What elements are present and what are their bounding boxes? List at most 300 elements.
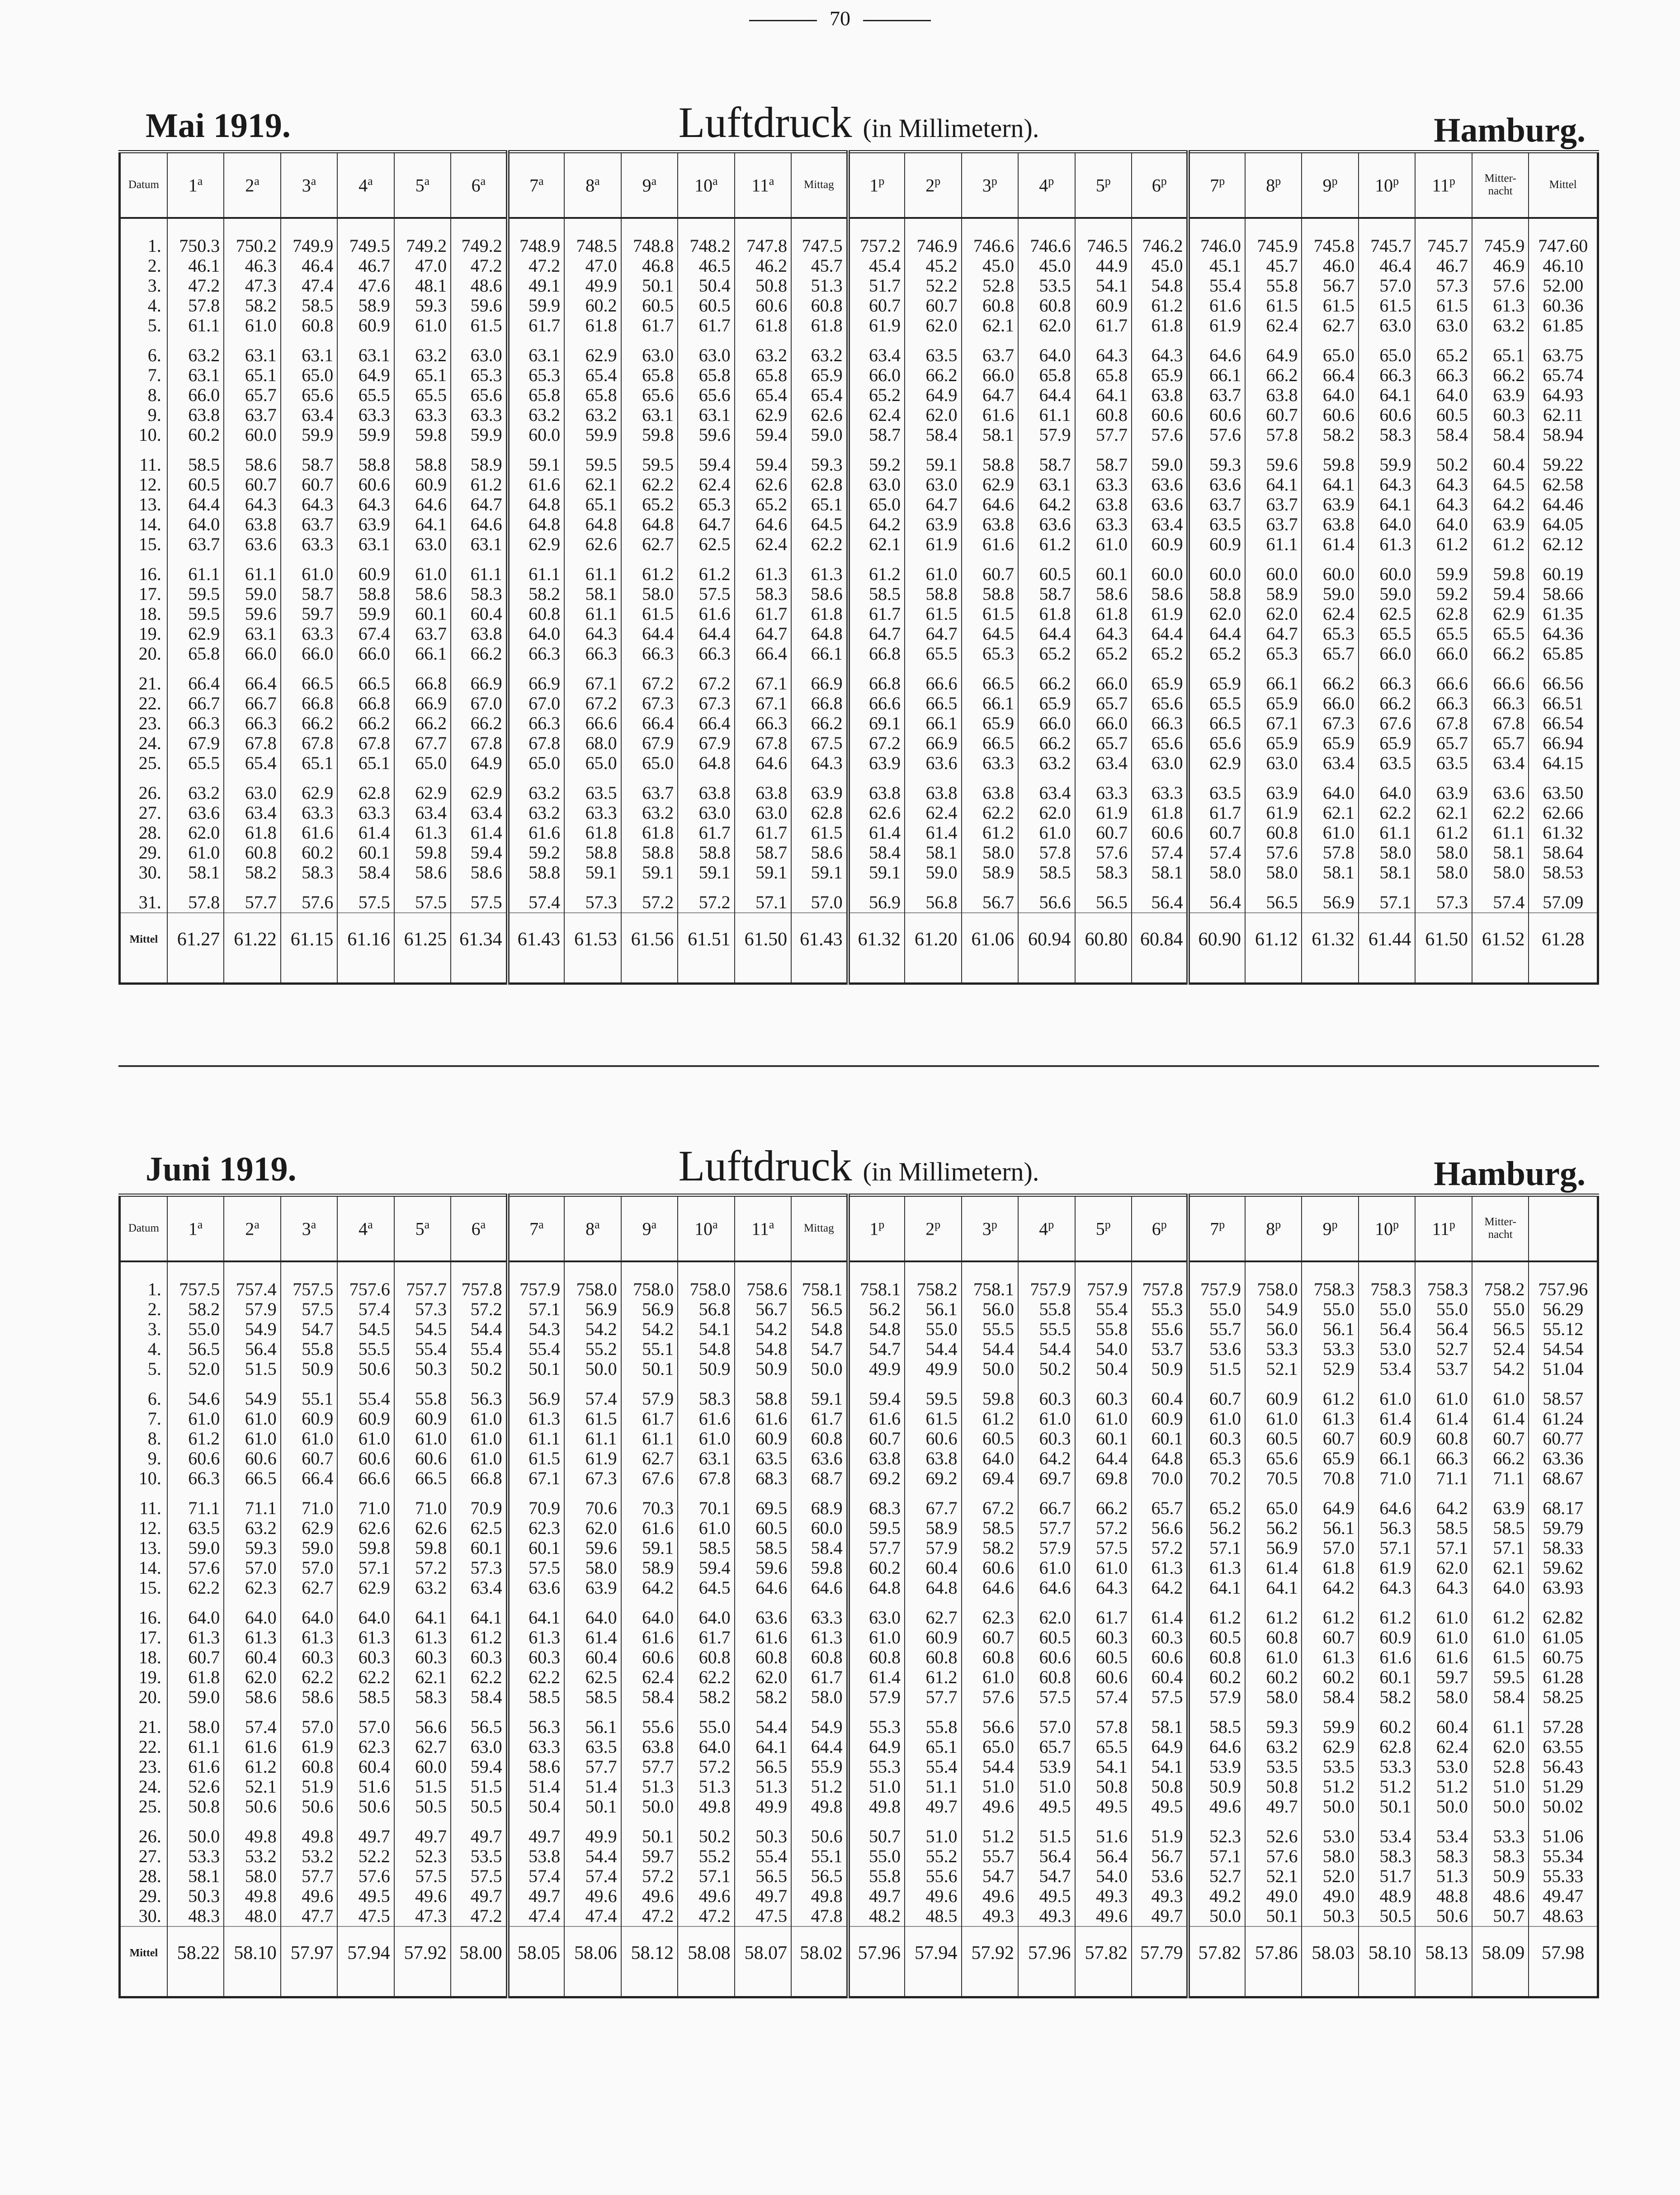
pressure-cell: 66.0 [1018,713,1075,733]
pressure-cell: 59.1 [791,863,848,883]
pressure-cell: 61.2 [1472,1598,1529,1628]
pressure-cell: 61.8 [1075,604,1132,624]
pressure-cell: 65.7 [1302,644,1358,664]
pressure-cell: 60.9 [905,1628,961,1647]
pressure-cell: 59.1 [564,863,621,883]
pressure-cell: 63.9 [905,515,961,534]
pressure-cell: 59.1 [508,445,564,475]
pressure-cell: 62.2 [962,803,1018,823]
pressure-cell: 67.8 [224,733,280,753]
day-cell: 8. [120,385,167,405]
pressure-cell: 56.5 [167,1339,224,1359]
daily-mean-cell: 49.47 [1529,1886,1598,1906]
pressure-cell: 67.3 [564,1468,621,1488]
table-row [120,1667,1598,1687]
pressure-cell: 50.4 [1075,1359,1132,1379]
pressure-cell: 61.0 [1359,1379,1415,1409]
pressure-cell: 64.9 [451,753,507,773]
pressure-cell: 63.3 [1132,773,1188,803]
pressure-cell: 67.8 [508,733,564,753]
pressure-cell: 60.6 [1132,405,1188,425]
pressure-cell: 51.2 [962,1817,1018,1846]
pressure-cell: 48.6 [451,276,507,296]
pressure-cell: 63.0 [451,335,507,365]
pressure-cell: 61.0 [1018,1558,1075,1578]
pressure-cell: 50.4 [678,276,734,296]
pressure-cell: 58.5 [167,445,224,475]
pressure-cell: 63.7 [1245,495,1302,515]
pressure-cell: 66.2 [1472,365,1529,385]
table-header-row [120,1195,1598,1261]
pressure-cell: 51.6 [337,1777,394,1797]
pressure-cell: 59.8 [1302,445,1358,475]
pressure-cell: 64.0 [678,1598,734,1628]
pressure-cell: 71.1 [224,1488,280,1518]
pressure-cell: 63.7 [1188,385,1245,405]
pressure-cell: 63.0 [1359,316,1415,335]
pressure-cell: 62.8 [791,803,848,823]
pressure-cell: 64.7 [678,515,734,534]
table-row [120,803,1598,823]
daily-mean-cell: 57.09 [1529,883,1598,913]
pressure-cell: 62.9 [1472,604,1529,624]
pressure-cell: 66.3 [167,1468,224,1488]
table-row [120,1359,1598,1379]
pressure-cell: 63.5 [167,1518,224,1538]
daily-mean-cell: 61.28 [1529,1667,1598,1687]
pressure-cell: 53.4 [1359,1359,1415,1379]
pressure-cell: 57.3 [564,883,621,913]
pressure-cell: 63.9 [564,1578,621,1598]
hourly-mean-cell: 58.13 [1415,1926,1472,1979]
pressure-cell: 63.4 [1075,753,1132,773]
tail-cell [962,1979,1018,1997]
pressure-cell: 64.1 [451,1598,507,1628]
pressure-cell: 50.8 [735,276,791,296]
pressure-cell: 57.1 [508,1299,564,1319]
pressure-cell: 758.0 [564,1261,621,1299]
pressure-cell: 64.6 [791,1578,848,1598]
pressure-cell: 61.7 [621,1409,678,1429]
tail-cell [1075,966,1132,984]
daily-mean-cell: 54.54 [1529,1339,1598,1359]
pressure-cell: 59.3 [791,445,848,475]
pressure-cell: 62.9 [337,1578,394,1598]
pressure-cell: 61.4 [1132,1598,1188,1628]
pressure-cell: 62.9 [167,624,224,644]
pressure-cell: 746.5 [1075,218,1132,256]
pressure-cell: 60.3 [508,1647,564,1667]
day-cell: 16. [120,1598,167,1628]
day-cell: 11. [120,1488,167,1518]
pressure-cell: 60.6 [1359,405,1415,425]
day-cell: 20. [120,644,167,664]
pressure-cell: 57.7 [564,1757,621,1777]
pressure-cell: 58.0 [1245,863,1302,883]
pressure-cell: 60.1 [1359,1667,1415,1687]
daily-mean-cell: 64.46 [1529,495,1598,515]
pressure-cell: 59.3 [394,296,451,316]
pressure-cell: 55.2 [564,1339,621,1359]
pressure-cell: 57.5 [337,883,394,913]
pressure-cell: 46.3 [224,256,280,276]
pressure-cell: 67.7 [905,1488,961,1518]
pressure-cell: 65.0 [1245,1488,1302,1518]
pressure-cell: 61.5 [905,1409,961,1429]
pressure-cell: 65.1 [281,753,337,773]
daily-mean-cell: 66.54 [1529,713,1598,733]
pressure-cell: 61.0 [224,316,280,335]
pressure-cell: 61.5 [791,823,848,843]
pressure-cell: 71.0 [394,1488,451,1518]
pressure-cell: 57.1 [1188,1846,1245,1866]
header-hour: 7$^p$ [1188,152,1245,218]
pressure-cell: 61.1 [508,1429,564,1449]
daily-mean-cell: 55.12 [1529,1319,1598,1339]
pressure-cell: 66.0 [281,644,337,664]
pressure-cell: 64.3 [1075,1578,1132,1598]
pressure-cell: 62.2 [508,1667,564,1687]
pressure-cell: 49.7 [451,1817,507,1846]
pressure-cell: 64.4 [1018,624,1075,644]
pressure-cell: 61.6 [848,1409,905,1429]
pressure-cell: 50.5 [1359,1906,1415,1926]
pressure-cell: 57.6 [1472,276,1529,296]
daily-mean-cell: 58.66 [1529,584,1598,604]
daily-mean-cell: 59.79 [1529,1518,1598,1538]
pressure-cell: 67.8 [281,733,337,753]
pressure-cell: 58.9 [962,863,1018,883]
pressure-cell: 55.8 [281,1339,337,1359]
pressure-cell: 61.1 [1472,1707,1529,1737]
pressure-cell: 61.7 [1188,803,1245,823]
pressure-cell: 58.5 [735,1538,791,1558]
pressure-cell: 50.3 [735,1817,791,1846]
pressure-cell: 60.0 [394,1757,451,1777]
table-row [120,1906,1598,1926]
pressure-cell: 58.5 [508,1687,564,1707]
pressure-cell: 47.2 [451,1906,507,1926]
pressure-cell: 61.3 [1302,1409,1358,1429]
pressure-cell: 49.7 [735,1886,791,1906]
pressure-cell: 62.8 [1359,1737,1415,1757]
daily-mean-cell: 50.02 [1529,1797,1598,1817]
pressure-cell: 64.4 [167,495,224,515]
tail-cell [1415,1979,1472,1997]
pressure-cell: 50.0 [791,1359,848,1379]
pressure-cell: 53.3 [1472,1817,1529,1846]
pressure-cell: 57.6 [337,1866,394,1886]
pressure-cell: 56.5 [451,1707,507,1737]
pressure-cell: 60.6 [1188,405,1245,425]
hourly-mean-cell: 60.94 [1018,913,1075,966]
pressure-cell: 62.9 [508,534,564,554]
pressure-cell: 50.3 [1302,1906,1358,1926]
pressure-cell: 65.0 [394,753,451,773]
day-cell: 10. [120,425,167,445]
pressure-cell: 63.9 [1472,1488,1529,1518]
pressure-cell: 58.6 [394,863,451,883]
pressure-cell: 66.8 [281,694,337,713]
pressure-cell: 61.5 [1472,1647,1529,1667]
pressure-cell: 47.8 [791,1906,848,1926]
pressure-cell: 64.0 [1415,385,1472,405]
pressure-cell: 60.9 [1188,534,1245,554]
pressure-cell: 56.2 [848,1299,905,1319]
pressure-cell: 55.8 [848,1866,905,1886]
pressure-cell: 66.2 [394,713,451,733]
pressure-cell: 60.2 [1188,1667,1245,1687]
pressure-cell: 49.7 [905,1797,961,1817]
pressure-cell: 56.9 [564,1299,621,1319]
pressure-cell: 66.9 [905,733,961,753]
pressure-cell: 58.7 [848,425,905,445]
pressure-cell: 59.3 [224,1538,280,1558]
pressure-cell: 757.8 [1132,1261,1188,1299]
hourly-mean-cell: 57.96 [848,1926,905,1979]
pressure-cell: 53.9 [1188,1757,1245,1777]
pressure-cell: 749.2 [394,218,451,256]
pressure-cell: 64.9 [1302,1488,1358,1518]
pressure-cell: 63.3 [508,1737,564,1757]
pressure-cell: 46.1 [167,256,224,276]
pressure-cell: 63.1 [621,405,678,425]
pressure-cell: 50.6 [1415,1906,1472,1926]
pressure-cell: 64.3 [281,495,337,515]
pressure-cell: 57.4 [1188,843,1245,863]
pressure-cell: 63.8 [735,773,791,803]
pressure-cell: 58.6 [508,1757,564,1777]
pressure-cell: 60.8 [1075,405,1132,425]
pressure-cell: 51.7 [848,276,905,296]
pressure-cell: 59.5 [848,1518,905,1538]
pressure-cell: 57.7 [621,1757,678,1777]
pressure-cell: 65.5 [394,385,451,405]
pressure-cell: 45.0 [1132,256,1188,276]
pressure-cell: 55.6 [905,1866,961,1886]
pressure-cell: 68.0 [564,733,621,753]
pressure-cell: 61.9 [848,316,905,335]
pressure-cell: 59.3 [1188,445,1245,475]
pressure-cell: 61.5 [905,604,961,624]
table-row [120,1558,1598,1578]
pressure-cell: 49.6 [678,1886,734,1906]
tail-cell [905,1979,961,1997]
pressure-cell: 55.2 [905,1846,961,1866]
pressure-cell: 60.8 [1018,1667,1075,1687]
pressure-cell: 61.3 [508,1409,564,1429]
pressure-cell: 64.2 [1472,495,1529,515]
table-title-main: Luftdruck [678,98,852,146]
pressure-cell: 51.2 [1302,1777,1358,1797]
pressure-cell: 757.2 [848,218,905,256]
pressure-cell: 48.6 [1472,1886,1529,1906]
pressure-cell: 61.0 [1415,1379,1472,1409]
day-cell: 7. [120,365,167,385]
header-hour: 1$^a$ [167,152,224,218]
tail-cell [120,1979,167,1997]
pressure-cell: 59.8 [337,1538,394,1558]
pressure-cell: 64.8 [508,495,564,515]
pressure-cell: 61.7 [678,1628,734,1647]
pressure-cell: 61.1 [621,1429,678,1449]
pressure-cell: 57.8 [167,296,224,316]
pressure-cell: 58.5 [962,1518,1018,1538]
pressure-cell: 57.2 [1132,1538,1188,1558]
pressure-cell: 61.0 [1245,1409,1302,1429]
pressure-cell: 63.9 [337,515,394,534]
table-row [120,1339,1598,1359]
pressure-cell: 745.9 [1245,218,1302,256]
pressure-cell: 58.1 [564,584,621,604]
pressure-cell: 53.6 [1132,1866,1188,1886]
pressure-cell: 67.3 [678,694,734,713]
hourly-mean-cell: 61.43 [508,913,564,966]
pressure-cell: 54.7 [962,1866,1018,1886]
pressure-cell: 54.1 [1132,1757,1188,1777]
pressure-cell: 57.8 [1018,843,1075,863]
pressure-cell: 53.6 [1188,1339,1245,1359]
pressure-cell: 47.0 [394,256,451,276]
pressure-cell: 63.5 [1415,753,1472,773]
pressure-cell: 57.3 [451,1558,507,1578]
pressure-cell: 57.4 [224,1707,280,1737]
tail-cell [1359,966,1415,984]
pressure-cell: 50.2 [451,1359,507,1379]
pressure-cell: 61.3 [1359,534,1415,554]
pressure-cell: 66.2 [1302,664,1358,694]
pressure-cell: 64.2 [1018,1449,1075,1468]
pressure-cell: 63.3 [337,405,394,425]
pressure-cell: 61.0 [394,554,451,584]
pressure-cell: 57.0 [281,1558,337,1578]
pressure-cell: 49.0 [1302,1886,1358,1906]
pressure-cell: 67.1 [564,664,621,694]
pressure-cell: 60.9 [394,1409,451,1429]
pressure-cell: 58.7 [281,445,337,475]
pressure-cell: 49.6 [621,1886,678,1906]
pressure-cell: 61.4 [1472,1409,1529,1429]
header-hour: 10$^a$ [678,152,734,218]
pressure-cell: 60.9 [1359,1429,1415,1449]
pressure-cell: 63.8 [1075,495,1132,515]
hourly-mean-cell: 57.97 [281,1926,337,1979]
hourly-mean-cell: 57.96 [1018,1926,1075,1979]
pressure-cell: 50.6 [791,1817,848,1846]
pressure-cell: 55.8 [905,1707,961,1737]
pressure-cell: 60.5 [1415,405,1472,425]
day-cell: 19. [120,624,167,644]
pressure-cell: 58.3 [1359,425,1415,445]
pressure-cell: 59.6 [678,425,734,445]
pressure-cell: 61.6 [735,1628,791,1647]
pressure-cell: 58.5 [848,584,905,604]
pressure-cell: 66.5 [962,664,1018,694]
pressure-cell: 61.5 [1415,296,1472,316]
pressure-cell: 60.8 [224,843,280,863]
pressure-cell: 60.2 [1245,1667,1302,1687]
pressure-cell: 58.9 [337,296,394,316]
pressure-cell: 748.2 [678,218,734,256]
daily-mean-cell: 64.93 [1529,385,1598,405]
pressure-cell: 60.7 [167,1647,224,1667]
pressure-cell: 57.5 [508,1558,564,1578]
hourly-mean-cell: 61.32 [848,913,905,966]
pressure-cell: 54.4 [962,1339,1018,1359]
pressure-cell: 64.0 [224,1598,280,1628]
pressure-cell: 66.2 [451,713,507,733]
pressure-cell: 61.6 [735,1409,791,1429]
table-row [120,1846,1598,1866]
pressure-cell: 48.8 [1415,1886,1472,1906]
pressure-cell: 55.8 [1245,276,1302,296]
header-hour: 2$^p$ [905,152,961,218]
pressure-cell: 62.9 [735,405,791,425]
pressure-cell: 64.3 [1415,475,1472,495]
pressure-cell: 61.7 [848,604,905,624]
daily-mean-cell: 51.29 [1529,1777,1598,1797]
pressure-cell: 63.1 [678,405,734,425]
pressure-cell: 56.4 [1075,1846,1132,1866]
pressure-cell: 55.0 [905,1319,961,1339]
pressure-cell: 66.0 [848,365,905,385]
pressure-cell: 64.5 [962,624,1018,644]
pressure-cell: 60.8 [1245,823,1302,843]
table-row [120,475,1598,495]
pressure-cell: 57.9 [848,1687,905,1707]
pressure-cell: 50.3 [394,1359,451,1379]
pressure-cell: 58.6 [281,1687,337,1707]
pressure-cell: 64.3 [224,495,280,515]
pressure-cell: 67.8 [451,733,507,753]
hourly-mean-cell: 61.06 [962,913,1018,966]
pressure-cell: 59.8 [1472,554,1529,584]
header-hour: 6$^a$ [451,152,507,218]
table-row [120,1707,1598,1737]
hourly-mean-cell: 57.86 [1245,1926,1302,1979]
pressure-cell: 70.3 [621,1488,678,1518]
pressure-cell: 50.0 [1188,1906,1245,1926]
tail-cell [224,966,280,984]
pressure-cell: 56.4 [1018,1846,1075,1866]
pressure-cell: 61.2 [1472,534,1529,554]
pressure-cell: 63.2 [735,335,791,365]
daily-mean-cell: 66.94 [1529,733,1598,753]
pressure-cell: 56.4 [224,1339,280,1359]
pressure-cell: 62.2 [678,1667,734,1687]
tail-cell [848,966,905,984]
pressure-cell: 62.3 [337,1737,394,1757]
pressure-cell: 63.2 [394,335,451,365]
pressure-cell: 62.5 [678,534,734,554]
table-row [120,1261,1598,1299]
pressure-cell: 67.2 [962,1488,1018,1518]
pressure-cell: 60.8 [1018,296,1075,316]
pressure-cell: 62.9 [281,1518,337,1538]
pressure-cell: 58.8 [678,843,734,863]
pressure-cell: 53.3 [1302,1339,1358,1359]
day-cell: 31. [120,883,167,913]
day-cell: 1. [120,1261,167,1299]
pressure-cell: 57.2 [621,1866,678,1886]
pressure-cell: 50.7 [1472,1906,1529,1926]
monthly-mean-row [120,1926,1598,1979]
page-number-text: 70 [830,7,850,30]
mean-row-label: Mittel [120,1926,167,1979]
pressure-cell: 57.4 [1075,1687,1132,1707]
table-row [120,1777,1598,1797]
pressure-cell: 58.4 [337,863,394,883]
